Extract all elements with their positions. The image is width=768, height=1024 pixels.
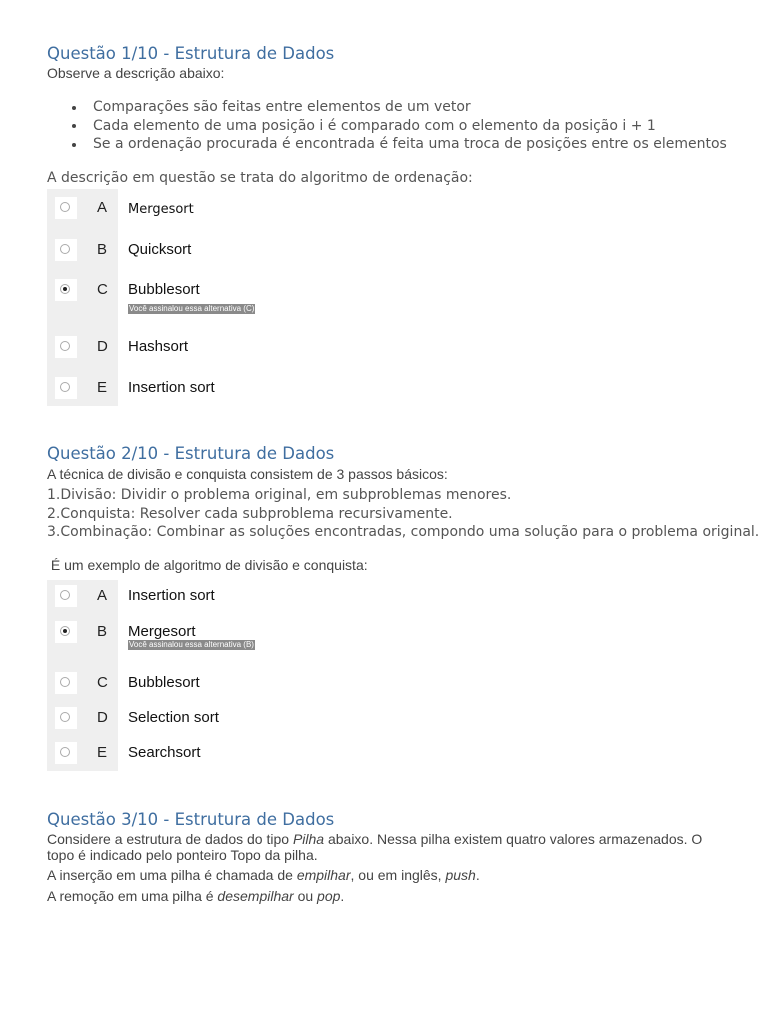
option-c[interactable] <box>47 279 727 313</box>
option-text: Searchsort <box>128 744 201 761</box>
list-item: Comparações são feitas entre elementos de um vetor <box>62 98 727 117</box>
question-3-paragraph-3: A remoção em uma pilha é desempilhar ou pop. <box>47 888 345 904</box>
option-text: Bubblesort <box>128 674 200 691</box>
question-3-paragraph-2: A inserção em uma pilha é chamada de empilhar, ou em inglês, push. <box>47 867 480 883</box>
option-text: Mergesort <box>128 623 196 640</box>
radio-button-selected[interactable] <box>60 626 70 636</box>
option-c[interactable] <box>47 672 727 694</box>
option-text: Insertion sort <box>128 587 215 604</box>
radio-button[interactable] <box>60 677 70 687</box>
option-text: Quicksort <box>128 241 192 258</box>
question-2-options-panel <box>47 580 254 771</box>
option-e[interactable] <box>47 742 727 764</box>
option-letter: E <box>97 744 108 761</box>
question-3-paragraph-1: Considere a estrutura de dados do tipo Pilha abaixo. Nessa pilha existem quatro valores armazenados. O topo é indicado pelo ponteiro Topo da pilha. <box>47 831 703 863</box>
radio-button[interactable] <box>60 747 70 757</box>
list-item: Cada elemento de uma posição i é comparado com o elemento da posição i + 1 <box>62 117 727 136</box>
option-e[interactable] <box>47 377 727 399</box>
question-1-title: Questão 1/10 - Estrutura de Dados <box>47 44 335 63</box>
radio-button[interactable] <box>60 712 70 722</box>
option-text: Hashsort <box>128 338 189 355</box>
question-1-intro: Observe a descrição abaixo: <box>47 65 225 81</box>
option-text: Selection sort <box>128 709 219 726</box>
radio-button[interactable] <box>60 382 70 392</box>
option-letter: B <box>97 241 108 258</box>
radio-button-selected[interactable] <box>60 284 70 294</box>
radio-button[interactable] <box>60 202 70 212</box>
option-letter: C <box>97 674 108 691</box>
question-2-title: Questão 2/10 - Estrutura de Dados <box>47 444 335 463</box>
option-d[interactable] <box>47 707 727 729</box>
selected-answer-badge: Você assinalou essa alternativa (B) <box>129 640 254 649</box>
radio-button[interactable] <box>60 244 70 254</box>
option-b[interactable] <box>47 621 727 649</box>
option-text: Bubblesort <box>128 281 200 298</box>
question-2-step-2: 2.Conquista: Resolver cada subproblema recursivamente. <box>47 506 453 522</box>
option-letter: A <box>97 199 108 216</box>
question-1-prompt: A descrição em questão se trata do algoritmo de ordenação: <box>47 170 473 186</box>
question-2-step-3: 3.Combinação: Combinar as soluções encontradas, compondo uma solução para o problema original. <box>47 524 760 540</box>
option-b[interactable] <box>47 239 727 261</box>
option-a[interactable] <box>47 585 727 607</box>
radio-button[interactable] <box>60 341 70 351</box>
option-letter: A <box>97 587 108 604</box>
question-1-bullet-list <box>62 98 727 154</box>
question-2-intro: A técnica de divisão e conquista consistem de 3 passos básicos: <box>47 466 448 482</box>
option-a[interactable] <box>47 197 727 219</box>
option-text: Mergesort <box>128 202 194 217</box>
option-letter: D <box>97 709 108 726</box>
list-item: Se a ordenação procurada é encontrada é feita uma troca de posições entre os elementos <box>62 135 727 154</box>
option-letter: D <box>97 338 108 355</box>
question-2-prompt: É um exemplo de algoritmo de divisão e conquista: <box>47 557 368 573</box>
radio-button[interactable] <box>60 590 70 600</box>
question-2-step-1: 1.Divisão: Dividir o problema original, em subproblemas menores. <box>47 487 512 503</box>
question-3-title: Questão 3/10 - Estrutura de Dados <box>47 810 335 829</box>
option-letter: B <box>97 623 108 640</box>
option-text: Insertion sort <box>128 379 215 396</box>
option-d[interactable] <box>47 336 727 358</box>
option-letter: E <box>97 379 108 396</box>
question-1-options-panel <box>47 189 255 406</box>
option-letter: C <box>97 281 108 298</box>
selected-answer-badge: Você assinalou essa alternativa (C) <box>129 304 255 313</box>
